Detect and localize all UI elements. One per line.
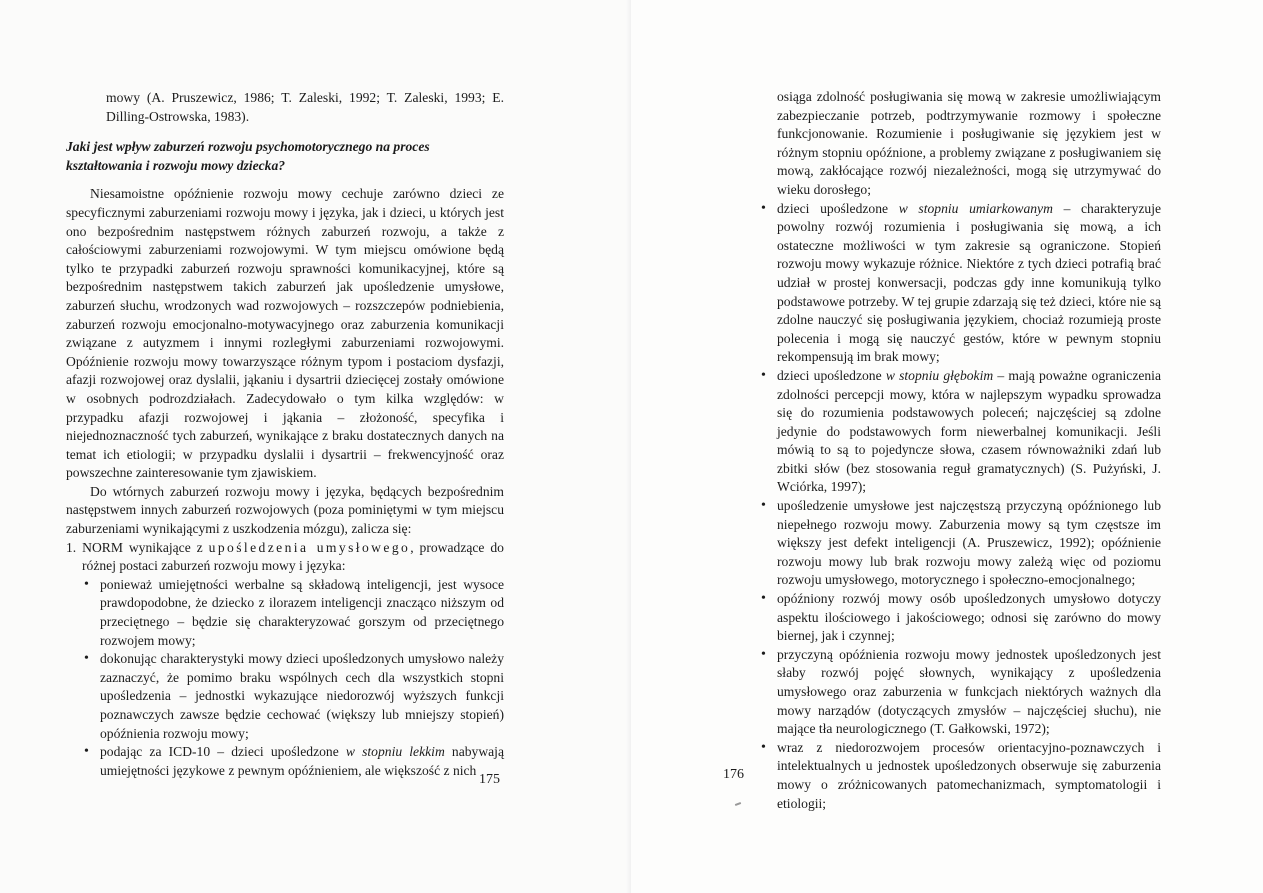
page-number: 175 [479, 772, 500, 787]
paragraph: Niesamoistne opóźnienie rozwoju mowy cechuje zarówno dzieci ze specyficznymi zaburzeniami rozwoju mowy i języka, jak i dzieci, u których jest ono bezpośrednim następstwem różnych zaburzeń rozwoju, a także z całościowymi zaburzeniami rozwojowymi. W tym miejscu omówione będą tylko te przypadki zaburzeń rozwoju sprawności komunikacyjnej, które są bezpośrednim następstwem takich zaburzeń jak upośledzenie umysłowe, zaburzeń słuchu, wrodzonych wad rozwojowych – rozszczepów podniebienia, zaburzeń rozwoju emocjonalno-motywacyjnego oraz zaburzenia komunikacji związane z autyzmem i innymi rozległymi zaburzeniami rozwojowymi. Opóźnienie rozwoju mowy towarzyszące różnym typom i postaciom dysfazji, afazji rozwojowej oraz dyslalii, jąkaniu i dysartrii dziecięcej zostały omówione w osobnych podrozdziałach. Zadecydowało o tym kilka względów: w przypadku afazji rozwojowej i jąkania – złożoność, specyfika i niejednoznaczność tych zaburzeń, wynikające z braku dostatecznych danych na temat ich etiologii; w przypadku dyslalii i dysartrii – frekwencyjność oraz powszechne zainteresowanie tym zjawiskiem. [66, 186, 504, 481]
continuation-text: osiąga zdolność posługiwania się mową w zakresie umożliwiającym zabezpieczanie potrzeb, podtrzymywanie rozmowy i społeczne funkcjonowanie. Rozumienie i posługiwanie się językiem jest w różnym stopniu opóźnione, a problemy związane z posługiwaniem się mową, zakłócające rozwój niezależności, mogą się utrzymywać do wieku dorosłego; [777, 89, 1161, 197]
right-page [631, 0, 1263, 893]
list-item [759, 200, 1161, 367]
item-text: – charakteryzuje powolny rozwój rozumienia i posługiwania się mową, a ich ostateczne możliwości w tym zakresie są ograniczone. Stopień rozwoju mowy wykazuje różnice. Niektóre z tych dzieci potrafią brać udział w prostej konwersacji, podczas gdy inne komunikują tylko podstawowe potrzeby. W tej grupie zdarzają się też dzieci, które nie są zdolne nauczyć się posługiwania językiem, chociaż rozumieją proste polecenia i mogą się nauczyć gestów, które w pewnym stopniu rekompensują im brak mowy; [777, 200, 1162, 365]
scan-mark [735, 802, 741, 806]
list-item: • przyczyną opóźnienia rozwoju mowy jednostek upośledzonych jest słaby rozwój pojęć słownych, wynikający z upośledzenia umysłowego oraz zaburzenia w funkcjach niektórych ważnych dla mowy narządów (dotyczących zmysłów – najczęściej słuchu), nie mające tła neurologicznego (T. Gałkowski, 1972); [759, 646, 1161, 739]
list-item: • upośledzenie umysłowe jest najczęstszą przyczyną opóźnionego lub niepełnego rozwoju mowy. Zaburzenia mowy są tym częstsze im większy jest defekt inteligencji (A. Pruszewicz, 1992); opóźnienie rozwoju mowy lub brak rozwoju mowy zależą więc od poziomu rozwoju umysłowego, motorycznego i społeczno-emocjonalnego; [759, 497, 1161, 590]
section-heading: Jaki jest wpływ zaburzeń rozwoju psychomotorycznego na proces kształtowania i rozwoju mowy dziecka? [66, 139, 430, 173]
list-item: • wraz z niedorozwojem procesów orientacyjno-poznawczych i intelektualnych u jednostek upośledzonych obserwuje się zaburzenia mowy o zróżnicowanych patomechanizmach, symptomatologii i etiologii; [759, 739, 1161, 813]
item-text: – mają poważne ograniczenia zdolności percepcji mowy, która w najlepszym wypadku sprowadza się do rozumienia podstawowych poleceń; najczęściej są zdolne jedynie do podstawowych form niewerbalnej komunikacji. Jeśli mówią to są to pojedyncze słowa, czasem równoważniki zdań lub zbitki słów (bez stosowania reguł gramatycznych) (S. Pużyński, J. Wciórka, 1997); [777, 367, 1161, 495]
list-item [82, 743, 504, 780]
item-prefix: 1. NORM wynikające z [66, 539, 209, 555]
item-spaced-term: upośledzenia umysłowego [208, 539, 411, 555]
list-item: • dokonując charakterystyki mowy dzieci upośledzonych umysłowo należy zaznaczyć, że pomimo braku wspólnych cech dla wszystkich stopni upośledzenia – jednostki wykazujące niedorozwój wyższych funkcji poznawczych zawsze będzie cechować (większy lub mniejszy stopień) opóźnienia rozwoju mowy; [82, 650, 504, 743]
item-text: nabywają umiejętności językowe z pewnym opóźnieniem, ale większość z nich [100, 744, 504, 778]
right-page-text [759, 88, 1161, 813]
list-item: • ponieważ umiejętności werbalne są składową inteligencji, jest wysoce prawdopodobne, że dziecko z ilorazem inteligencji znacząco niższym od przeciętnego – będzie się charakteryzować gorszym od przeciętnego rozwojem mowy; [82, 576, 504, 650]
bullet-list [66, 576, 504, 781]
item-emphasis: w stopniu głębokim [885, 367, 994, 383]
item-text: podając za ICD-10 – dzieci upośledzone [100, 744, 346, 760]
item-text: dzieci upośledzone [777, 367, 886, 383]
left-page [0, 0, 631, 893]
numbered-item [66, 539, 504, 576]
bullet-list [759, 200, 1161, 814]
page-number: 176 [723, 767, 744, 782]
item-suffix: , prowadzące do różnej postaci zaburzeń rozwoju mowy i języka: [82, 539, 504, 574]
item-emphasis: w stopniu umiarkowanym [898, 200, 1053, 216]
left-page-text [66, 89, 504, 780]
item-text: dzieci upośledzone [777, 200, 899, 216]
paragraph: Do wtórnych zaburzeń rozwoju mowy i języka, będących bezpośrednim następstwem innych zaburzeń rozwojowych (poza pominiętymi w tym miejscu zaburzeniami wynikającymi z uszkodzenia mózgu), zalicza się: [66, 483, 504, 537]
list-item [759, 367, 1161, 497]
continuation-text: mowy (A. Pruszewicz, 1986; T. Zaleski, 1992; T. Zaleski, 1993; E. Dilling-Ostrowska, 1983). [106, 90, 504, 124]
item-emphasis: w stopniu lekkim [345, 744, 445, 760]
list-item: • opóźniony rozwój mowy osób upośledzonych umysłowo dotyczy aspektu ilościowego i jakościowego; odnosi się zarówno do mowy biernej, jak i czynnej; [759, 590, 1161, 646]
